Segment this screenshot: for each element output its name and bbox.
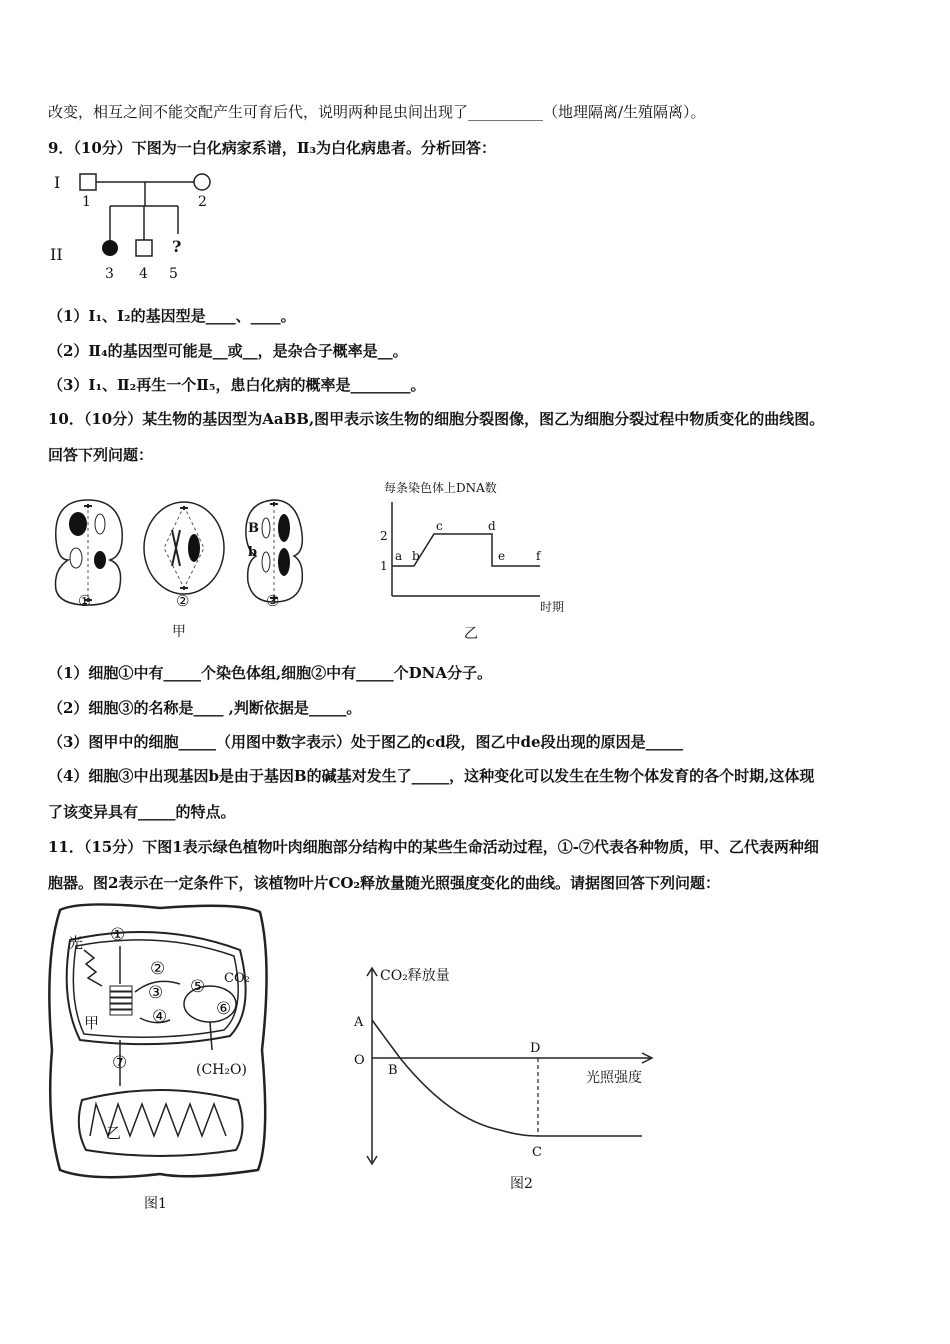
pedigree-label-5: 5 — [169, 266, 178, 282]
pedigree-label-1: 1 — [82, 194, 91, 210]
fig1-num-3: ③ — [148, 983, 164, 1003]
fig1-organelle-jia: 甲 — [84, 1014, 100, 1032]
fig1-num-1: ① — [110, 925, 126, 945]
fig2-xlabel: 光照强度 — [586, 1070, 642, 1086]
fig2-point-O: O — [354, 1053, 365, 1068]
yi-point-e: e — [498, 549, 506, 563]
q10-sub4a: （4）细胞③中出现基因b是由于基因B的碱基对发生了_____，这种变化可以发生在生物个体发育的各个时期,这体现 — [48, 767, 815, 785]
fig1-num-2: ② — [150, 959, 166, 979]
fig1-ch2o-label: (CH₂O) — [196, 1062, 247, 1078]
fig1-co2-label: CO₂ — [224, 971, 250, 986]
q10-sub2: （2）细胞③的名称是____ ,判断依据是_____。 — [48, 699, 362, 717]
fig1-num-7: ⑦ — [112, 1053, 128, 1073]
fig2-point-B: B — [388, 1063, 398, 1078]
q10-header2: 回答下列问题： — [48, 446, 154, 464]
q10-sub4b: 了该变异具有_____的特点。 — [48, 803, 236, 821]
fig2-caption: 图2 — [510, 1176, 533, 1192]
pedigree-male-1 — [80, 174, 96, 190]
q11-header: 11．（15分）下图1表示绿色植物叶肉细胞部分结构中的某些生命活动过程，①-⑦代表各种物质，甲、乙代表两种细 — [48, 838, 819, 856]
figure-jia — [48, 490, 328, 650]
fig2-point-A: A — [354, 1015, 364, 1030]
fig-yi-caption: 乙 — [464, 626, 478, 642]
cell-1-label: ① — [78, 592, 92, 610]
pedigree-unknown-5: ? — [172, 237, 182, 256]
intro-line: 改变，相互之间不能交配产生可育后代，说明两种昆虫间出现了__________（地理隔离/生殖隔离）。 — [48, 103, 706, 121]
yi-ytick-2: 2 — [380, 529, 388, 543]
cell-1 — [56, 500, 123, 605]
yi-ytick-1: 1 — [380, 559, 388, 573]
q10-header: 10．（10分）某生物的基因型为AaBB,图甲表示该生物的细胞分裂图像，图乙为细胞分裂过程中物质变化的曲线图。 — [48, 410, 825, 428]
pedigree-female-2 — [194, 174, 210, 190]
yi-point-f: f — [536, 549, 541, 563]
gen2-label: II — [50, 245, 63, 264]
q10-sub1: （1）细胞①中有_____个染色体组,细胞②中有_____个DNA分子。 — [48, 664, 493, 682]
gene-B-label: B — [248, 521, 259, 536]
yi-point-b: b — [412, 549, 420, 563]
pedigree-label-3: 3 — [105, 266, 114, 282]
q9-sub3: （3）Ⅰ₁、Ⅱ₂再生一个Ⅱ₅，患白化病的概率是________。 — [48, 376, 426, 394]
q9-sub1: （1）Ⅰ₁、Ⅰ₂的基因型是____、____。 — [48, 307, 296, 325]
yi-point-d: d — [488, 519, 496, 533]
figure-yi-chart — [368, 478, 598, 648]
gen1-label: I — [54, 173, 61, 192]
yi-xlabel: 时期 — [540, 600, 565, 614]
pedigree-affected-female-3 — [102, 240, 118, 256]
fig1-light-label: 光 — [68, 934, 84, 952]
gene-b-label: b — [248, 545, 258, 560]
cell-3-label: ③ — [266, 592, 280, 610]
figure-1-cell — [40, 900, 280, 1220]
yi-point-c: c — [436, 519, 443, 533]
fig1-caption: 图1 — [144, 1196, 167, 1212]
fig1-num-6: ⑥ — [216, 999, 232, 1019]
q10-sub3: （3）图甲中的细胞_____（用图中数字表示）处于图乙的cd段，图乙中de段出现的原因是_____ — [48, 733, 684, 751]
q9-header: 9．（10分）下图为一白化病家系谱，Ⅱ₃为白化病患者。分析回答： — [48, 139, 497, 157]
thylakoid-stack — [110, 986, 132, 1015]
fig-jia-caption: 甲 — [172, 624, 186, 640]
q11-header2: 胞器。图2表示在一定条件下，该植物叶片CO₂释放量随光照强度变化的曲线。请据图回答下列问题： — [48, 874, 721, 892]
figure-2-chart — [350, 960, 670, 1200]
fig2-point-C: C — [532, 1145, 542, 1160]
pedigree-male-4 — [136, 240, 152, 256]
pedigree-label-4: 4 — [139, 266, 148, 282]
fig1-num-5: ⑤ — [190, 977, 206, 997]
cell-2-label: ② — [176, 592, 190, 610]
yi-ylabel: 每条染色体上DNA数 — [384, 481, 497, 495]
pedigree-chart — [48, 168, 248, 288]
fig1-organelle-yi: 乙 — [106, 1124, 122, 1142]
yi-point-a: a — [395, 549, 403, 563]
pedigree-label-2: 2 — [198, 194, 207, 210]
fig2-ylabel: CO₂释放量 — [380, 968, 450, 984]
fig2-point-D: D — [530, 1041, 541, 1056]
q9-sub2: （2）Ⅱ₄的基因型可能是__或__，是杂合子概率是__。 — [48, 342, 408, 360]
fig1-num-4: ④ — [152, 1007, 168, 1027]
cell-2 — [144, 502, 224, 594]
